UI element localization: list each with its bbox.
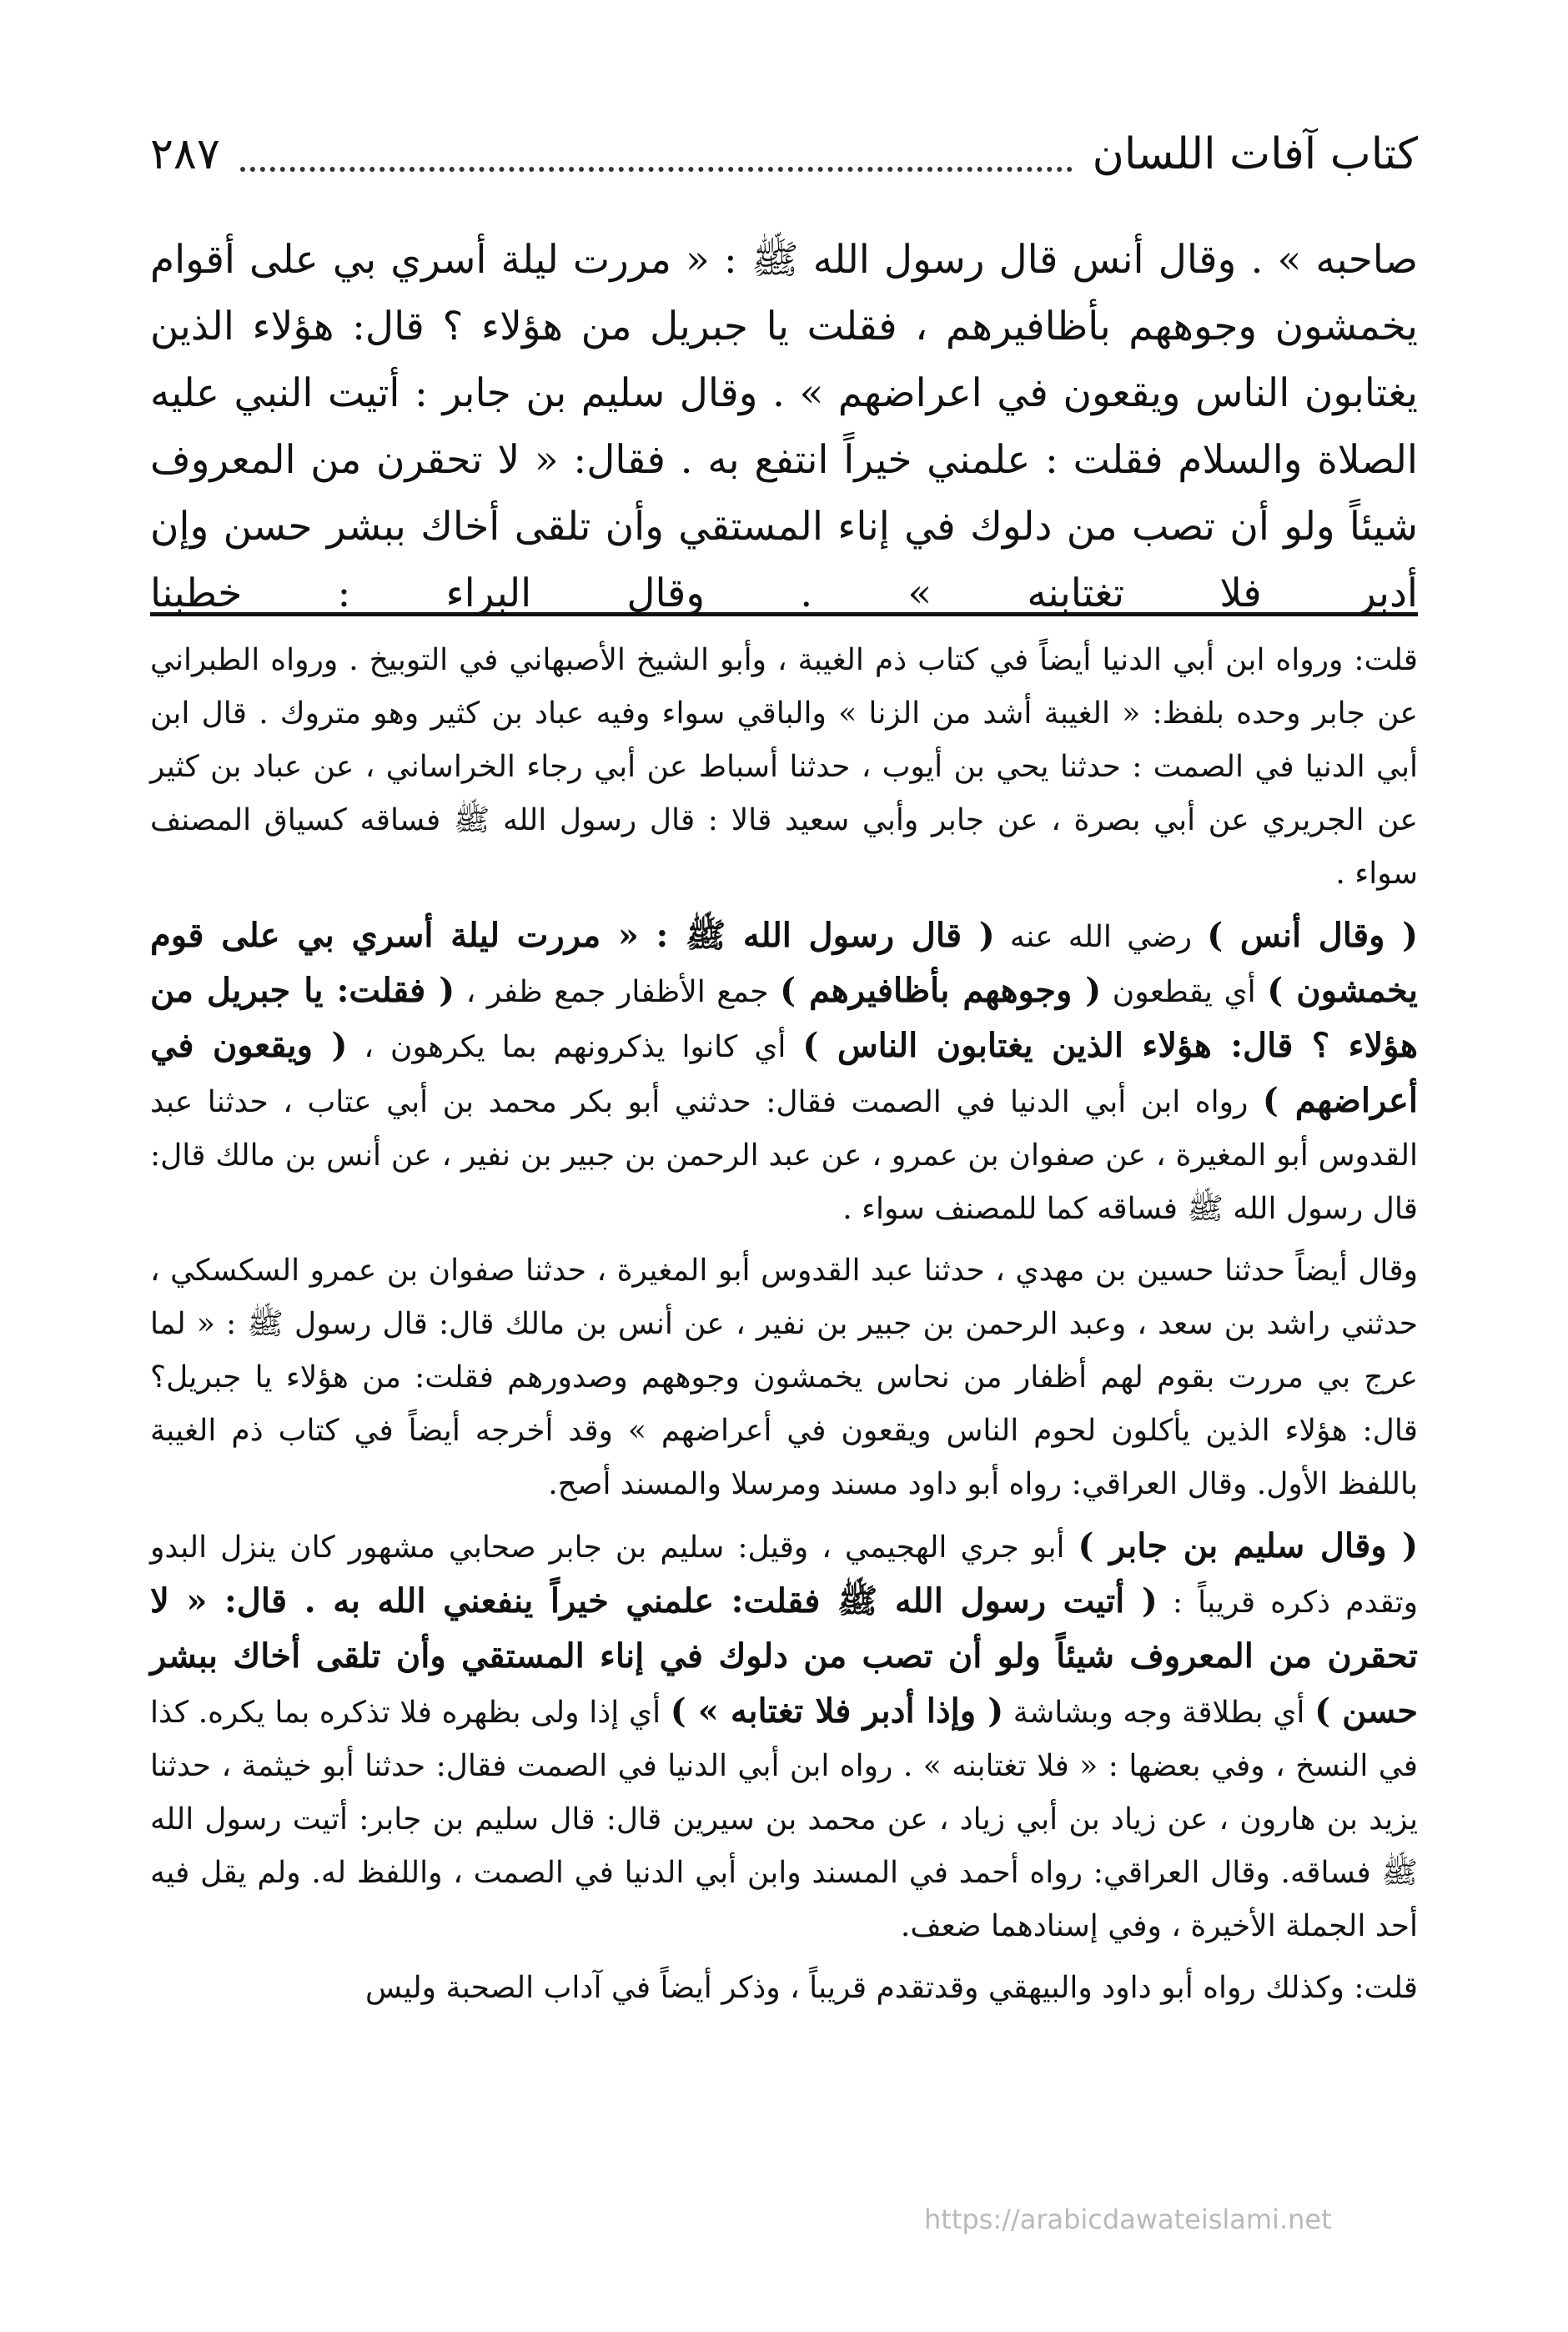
- commentary-paragraph-1: قلت: ورواه ابن أبي الدنيا أيضاً في كتاب ذم الغيبة ، وأبو الشيخ الأصبهاني في التوبيخ . ورواه الطبراني عن جابر وحده بلفظ: « الغيبة أشد من الزنا » والباقي سواء وفيه عباد بن كثير وهو متروك . قال ابن أبي الدنيا في الصمت : حدثنا يحي بن أيوب ، حدثنا أسباط عن أبي رجاء الخراساني ، عن عباد بن كثير عن الجريري عن أبي بصرة ، عن جابر وأبي سعيد قالا : قال رسول الله ﷺ فساقه كسياق المصنف سواء .: [150, 643, 1419, 891]
- explanation-text: أي إذا ولى بظهره فلا تذكره بما يكره. كذا في النسخ ، وفي بعضها : « فلا تغتابنه » . رواه ابن أبي الدنيا في الصمت فقال: حدثنا أبو خيثمة ، حدثنا يزيد بن هارون ، عن زياد بن أبي زياد ، عن محمد بن سيرين قال: قال سليم بن جابر: أتيت رسول الله ﷺ فساقه. وقال العراقي: رواه أحمد في المسند وابن أبي الدنيا في الصمت ، واللفظ له. ولم يقل فيه أحد الجملة الأخيرة ، وفي إسنادهما ضعف.: [150, 1696, 1418, 1943]
- leader-dots: [240, 167, 1073, 172]
- footnote-separator-rule: [150, 612, 1418, 616]
- commentary-block: [150, 634, 1418, 2023]
- running-header: [150, 125, 1418, 183]
- book-title: كتاب آفات اللسان: [1092, 129, 1418, 179]
- quoted-text: ( قال رسول الله ﷺ : « مررت ليلة أسري بي على قوم يخمشون ): [150, 916, 1418, 1010]
- explanation-text: أبو جري الهجيمي ، وقيل: سليم بن جابر صحابي مشهور كان ينزل البدو وتقدم ذكره قريباً :: [150, 1530, 1418, 1620]
- explanation-text: أي يقطعون: [1101, 975, 1268, 1009]
- quoted-text: ( وجوههم بأظافيرهم ): [780, 971, 1102, 1010]
- commentary-paragraph-3: وقال أيضاً حدثنا حسين بن مهدي ، حدثنا عبد القدوس أبو المغيرة ، حدثنا صفوان بن عمرو السكسكي ، حدثني راشد بن سعد ، وعبد الرحمن بن جبير بن نفير ، عن أنس بن مالك قال: قال رسول ﷺ : « لما عرج بي مررت بقوم لهم أظفار من نحاس يخمشون وجوههم وصدورهم فقلت: من هؤلاء يا جبريل؟ قال: هؤلاء الذين يأكلون لحوم الناس ويقعون في أعراضهم » وقد أخرجه أيضاً في كتاب ذم الغيبة باللفظ الأول. وقال العراقي: رواه أبو داود مسند ومرسلا والمسند أصح.: [150, 1254, 1418, 1501]
- quoted-text: ( وإذا أدبر فلا تغتابه » ): [670, 1691, 1004, 1731]
- explanation-text: أي كانوا يذكرونهم بما يكرهون ،: [347, 1030, 803, 1064]
- quoted-text: ( ويقعون في أعراضهم ): [150, 1026, 1418, 1120]
- main-paragraph: صاحبه » . وقال أنس قال رسول الله ﷺ : « مررت ليلة أسري بي على أقوام يخمشون وجوههم بأظافيرهم ، فقلت يا جبريل من هؤلاء ؟ قال: هؤلاء الذين يغتابون الناس ويقعون في اعراضهم » . وقال سليم بن جابر : أتيت النبي عليه الصلاة والسلام فقلت : علمني خيراً انتفع به . فقال: « لا تحقرن من المعروف شيئاً ولو أن تصب من دلوك في إناء المستقي وأن تلقى أخاك ببشر حسن وإن أدبر فلا تغتابنه » . وقال البراء : خطبنا: [150, 237, 1418, 616]
- explanation-text: جمع الأظفار جمع ظفر ،: [455, 975, 781, 1009]
- quoted-text: ( وقال سليم بن جابر ): [1078, 1526, 1418, 1566]
- explanation-text: أي بطلاقة وجه وبشاشة: [1003, 1696, 1315, 1730]
- explanation-text: رواه ابن أبي الدنيا في الصمت فقال: حدثني أبو بكر محمد بن أبي عتاب ، حدثنا عبد القدوس أبو المغيرة ، عن صفوان بن عمرو ، عن عبد الرحمن بن جبير بن نفير ، عن أنس بن مالك قال: قال رسول الله ﷺ فساقه كما للمصنف سواء .: [150, 1085, 1418, 1226]
- explanation-text: رضي الله عنه: [994, 920, 1208, 954]
- main-text-block: [150, 227, 1418, 627]
- commentary-paragraph-2: [150, 909, 1418, 1236]
- quoted-text: ( وقال أنس ): [1207, 916, 1418, 955]
- quoted-text: ( فقلت: يا جبريل من هؤلاء ؟ قال: هؤلاء الذين يغتابون الناس ): [150, 971, 1419, 1065]
- watermark-url: https://arabicdawateislami.net: [924, 2204, 1332, 2235]
- quoted-text: ( أتيت رسول الله ﷺ فقلت: علمني خيراً ينفعني الله به . قال: « لا تحقرن من المعروف شيئاً ولو أن تصب من دلوك في إناء المستقي وأن تلقى أخاك ببشر حسن ): [150, 1581, 1418, 1731]
- commentary-paragraph-4: [150, 1520, 1418, 1953]
- commentary-paragraph-5: قلت: وكذلك رواه أبو داود والبيهقي وقدتقدم قريباً ، وذكر أيضاً في آداب الصحبة وليس: [364, 1971, 1418, 2005]
- page-number: ٢٨٧: [150, 129, 220, 179]
